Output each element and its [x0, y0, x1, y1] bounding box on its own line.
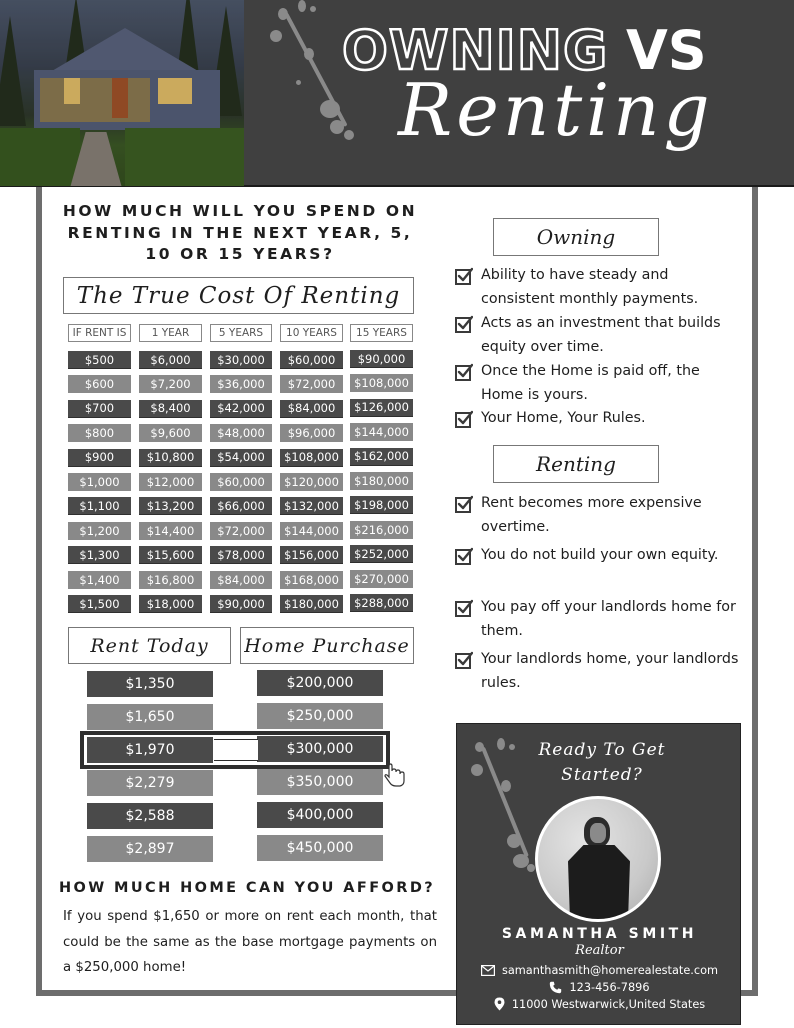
house-photo [0, 0, 244, 186]
photo-shade [0, 0, 244, 186]
phone-row[interactable] [457, 981, 741, 994]
total-cost-cell: $180,000 [350, 472, 413, 490]
checklist-text: Ability to have steady and consistent monthly payments. [481, 267, 699, 308]
column-header-10-years: 10 YEARS [280, 324, 343, 342]
rent-amount-cell: $1,500 [68, 595, 131, 613]
pointer-hand-icon [382, 762, 408, 788]
checklist-text: Your Home, Your Rules. [481, 410, 646, 426]
title-owning: OWNING [342, 19, 609, 82]
checkbox-checked-icon [455, 599, 473, 617]
contact-card [456, 723, 741, 1025]
total-cost-cell: $16,800 [139, 571, 202, 589]
phone-icon [549, 981, 562, 994]
checklist-text: Acts as an investment that builds equity over time. [481, 315, 721, 356]
home-purchase-value: $200,000 [257, 670, 383, 696]
afford-text: If you spend $1,650 or more on rent each month, that could be the same as the base mortgage payments on a $250,000 home! [63, 909, 437, 975]
checklist-text: Once the Home is paid off, the Home is yours. [481, 363, 700, 404]
agent-role: Realtor [575, 943, 624, 958]
rent-today-value: $1,350 [87, 671, 213, 697]
photo-suit [568, 845, 630, 922]
total-cost-cell: $84,000 [210, 571, 272, 589]
title-vs: VS [626, 19, 707, 82]
column-header-1-year: 1 YEAR [139, 324, 202, 342]
total-cost-cell: $8,400 [139, 400, 202, 418]
home-purchase-value: $400,000 [257, 802, 383, 828]
total-cost-cell: $13,200 [139, 497, 202, 515]
checklist-item [455, 311, 745, 360]
phone-text[interactable]: 123-456-7896 [569, 981, 650, 994]
total-cost-cell: $54,000 [210, 449, 272, 467]
total-cost-cell: $180,000 [280, 595, 343, 613]
total-cost-cell: $48,000 [210, 424, 272, 442]
owning-label: Owning [493, 218, 659, 256]
rent-today-value: $1,650 [87, 704, 213, 730]
total-cost-cell: $96,000 [280, 424, 343, 442]
total-cost-cell: $168,000 [280, 571, 343, 589]
total-cost-cell: $120,000 [280, 473, 343, 491]
total-cost-cell: $270,000 [350, 570, 413, 588]
rent-amount-cell: $1,200 [68, 522, 131, 540]
total-cost-cell: $30,000 [210, 351, 272, 369]
total-cost-cell: $12,000 [139, 473, 202, 491]
total-cost-cell: $198,000 [350, 496, 413, 514]
total-cost-cell: $108,000 [350, 374, 413, 392]
checklist-item [455, 543, 745, 567]
title-renting: Renting [398, 68, 714, 152]
total-cost-cell: $18,000 [139, 595, 202, 613]
column-header-5-years: 5 YEARS [210, 324, 272, 342]
rent-amount-cell: $700 [68, 400, 131, 418]
rent-today-value: $2,279 [87, 770, 213, 796]
total-cost-cell: $60,000 [280, 351, 343, 369]
checkbox-checked-icon [455, 495, 473, 513]
rent-amount-cell: $1,400 [68, 571, 131, 589]
rent-amount-cell: $1,100 [68, 497, 131, 515]
envelope-icon [481, 965, 495, 976]
header-banner [0, 0, 794, 187]
checkbox-checked-icon [455, 315, 473, 333]
column-header-rent: IF RENT IS [68, 324, 131, 342]
rent-amount-cell: $600 [68, 375, 131, 393]
total-cost-cell: $42,000 [210, 400, 272, 418]
checklist-item [455, 491, 745, 540]
rent-today-label: Rent Today [68, 627, 231, 664]
total-cost-cell: $15,600 [139, 546, 202, 564]
checklist-item [455, 359, 745, 408]
total-cost-cell: $78,000 [210, 546, 272, 564]
checkbox-checked-icon [455, 410, 473, 428]
checklist-item [455, 595, 745, 644]
location-pin-icon [494, 997, 505, 1011]
total-cost-cell: $10,800 [139, 449, 202, 467]
agent-name: SAMANTHA SMITH [501, 926, 698, 942]
total-cost-cell: $288,000 [350, 594, 413, 612]
checklist-text: Your landlords home, your landlords rules. [481, 651, 739, 692]
total-cost-cell: $66,000 [210, 497, 272, 515]
agent-photo [535, 796, 661, 922]
total-cost-cell: $9,600 [139, 424, 202, 442]
checklist-item [455, 647, 745, 696]
rent-today-value: $2,588 [87, 803, 213, 829]
rent-amount-cell: $800 [68, 424, 131, 442]
total-cost-cell: $90,000 [350, 350, 413, 368]
ready-heading: Ready To Get Started? [538, 740, 666, 785]
total-cost-cell: $144,000 [280, 522, 343, 540]
email-text[interactable]: samanthasmith@homerealestate.com [501, 964, 719, 977]
total-cost-cell: $162,000 [350, 448, 413, 466]
highlight-gap [214, 739, 258, 761]
home-purchase-value: $450,000 [257, 835, 383, 861]
checkbox-checked-icon [455, 547, 473, 565]
total-cost-cell: $216,000 [350, 521, 413, 539]
total-cost-cell: $72,000 [280, 375, 343, 393]
address-text: 11000 Westwarwick,United States [511, 997, 706, 1011]
total-cost-cell: $108,000 [280, 449, 343, 467]
total-cost-cell: $90,000 [210, 595, 272, 613]
total-cost-cell: $252,000 [350, 545, 413, 563]
renting-cost-question: HOW MUCH WILL YOU SPEND ON RENTING IN THE NEXT YEAR, 5, 10 OR 15 YEARS? [62, 202, 418, 263]
total-cost-cell: $144,000 [350, 423, 413, 441]
true-cost-title: The True Cost Of Renting [63, 277, 414, 314]
total-cost-cell: $72,000 [210, 522, 272, 540]
checkbox-checked-icon [455, 267, 473, 285]
total-cost-cell: $156,000 [280, 546, 343, 564]
rent-amount-cell: $900 [68, 449, 131, 467]
address-row [457, 997, 741, 1011]
highlight-selection [80, 731, 390, 769]
total-cost-cell: $36,000 [210, 375, 272, 393]
rent-amount-cell: $500 [68, 351, 131, 369]
photo-face [590, 823, 606, 843]
email-row[interactable] [457, 964, 741, 977]
checklist-text: Rent becomes more expensive overtime. [481, 495, 702, 536]
afford-title: HOW MUCH HOME CAN YOU AFFORD? [58, 880, 436, 896]
rent-amount-cell: $1,300 [68, 546, 131, 564]
total-cost-cell: $14,400 [139, 522, 202, 540]
checkbox-checked-icon [455, 651, 473, 669]
checklist-item [455, 263, 745, 312]
rent-today-value: $1,970 [87, 737, 213, 763]
total-cost-cell: $84,000 [280, 400, 343, 418]
total-cost-cell: $7,200 [139, 375, 202, 393]
home-purchase-value: $300,000 [257, 736, 383, 762]
total-cost-cell: $132,000 [280, 497, 343, 515]
checklist-item [455, 406, 745, 430]
home-purchase-label: Home Purchase [240, 627, 414, 664]
home-purchase-value: $250,000 [257, 703, 383, 729]
checklist-text: You do not build your own equity. [481, 547, 719, 563]
rent-today-value: $2,897 [87, 836, 213, 862]
total-cost-cell: $60,000 [210, 473, 272, 491]
total-cost-cell: $6,000 [139, 351, 202, 369]
renting-label: Renting [493, 445, 659, 483]
home-purchase-value: $350,000 [257, 769, 383, 795]
total-cost-cell: $126,000 [350, 399, 413, 417]
rent-amount-cell: $1,000 [68, 473, 131, 491]
checklist-text: You pay off your landlords home for them. [481, 599, 736, 640]
column-header-15-years: 15 YEARS [350, 324, 413, 342]
checkbox-checked-icon [455, 363, 473, 381]
